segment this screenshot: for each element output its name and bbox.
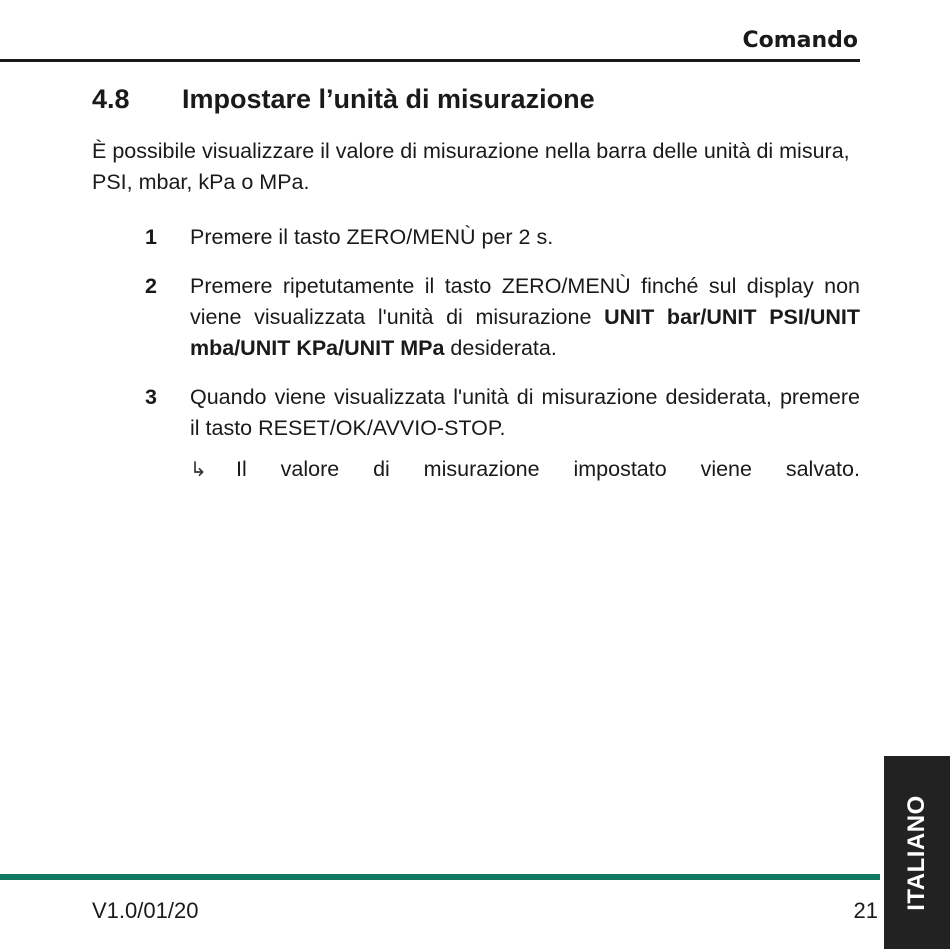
result-word: misurazione bbox=[423, 457, 540, 481]
step-number: 2 bbox=[145, 274, 157, 298]
result-word: impostato bbox=[573, 457, 667, 481]
footer-version: V1.0/01/20 bbox=[92, 898, 199, 923]
footer-rule bbox=[0, 874, 880, 880]
step-text: Quando viene visualizzata l'unità di misurazione desiderata, premere il tasto RESET/OK/AVVIO-STOP. bbox=[190, 385, 860, 440]
section-heading bbox=[92, 84, 595, 115]
step-result bbox=[92, 454, 860, 486]
step-number: 3 bbox=[145, 385, 157, 409]
result-word: Il bbox=[236, 457, 247, 481]
step-unit-options: UNIT bar/UNIT PSI/UNIT mba/UNIT KPa/UNIT MPa bbox=[190, 305, 860, 360]
page-header-title: Comando bbox=[742, 28, 858, 53]
step-item bbox=[92, 271, 860, 364]
steps-list bbox=[92, 222, 860, 486]
language-tab-label: ITALIANO bbox=[903, 794, 930, 911]
section-intro: È possibile visualizzare il valore di misurazione nella barra delle unità di misura, PSI, mbar, kPa o MPa. bbox=[92, 139, 850, 194]
step-text: Premere il tasto ZERO/MENÙ per 2 s. bbox=[190, 225, 554, 249]
result-word: viene bbox=[700, 457, 752, 481]
language-tab bbox=[884, 756, 950, 949]
section-title: Impostare l’unità di misurazione bbox=[182, 84, 595, 114]
step-text-end: desiderata. bbox=[444, 336, 557, 360]
result-word: di bbox=[373, 457, 390, 481]
result-word: valore bbox=[280, 457, 340, 481]
step-text: Premere ripetutamente il tasto ZERO/MENÙ finché sul display non viene visualizzata l'unità di misurazione bbox=[190, 274, 860, 329]
step-number: 1 bbox=[145, 225, 157, 249]
header-rule bbox=[0, 59, 860, 62]
result-arrow-icon: ↳ bbox=[190, 459, 207, 481]
result-text bbox=[236, 454, 860, 485]
result-word: salvato. bbox=[785, 457, 860, 481]
page-number: 21 bbox=[853, 898, 878, 923]
step-item bbox=[92, 382, 860, 444]
step-item bbox=[92, 222, 860, 253]
section-number: 4.8 bbox=[92, 84, 130, 114]
